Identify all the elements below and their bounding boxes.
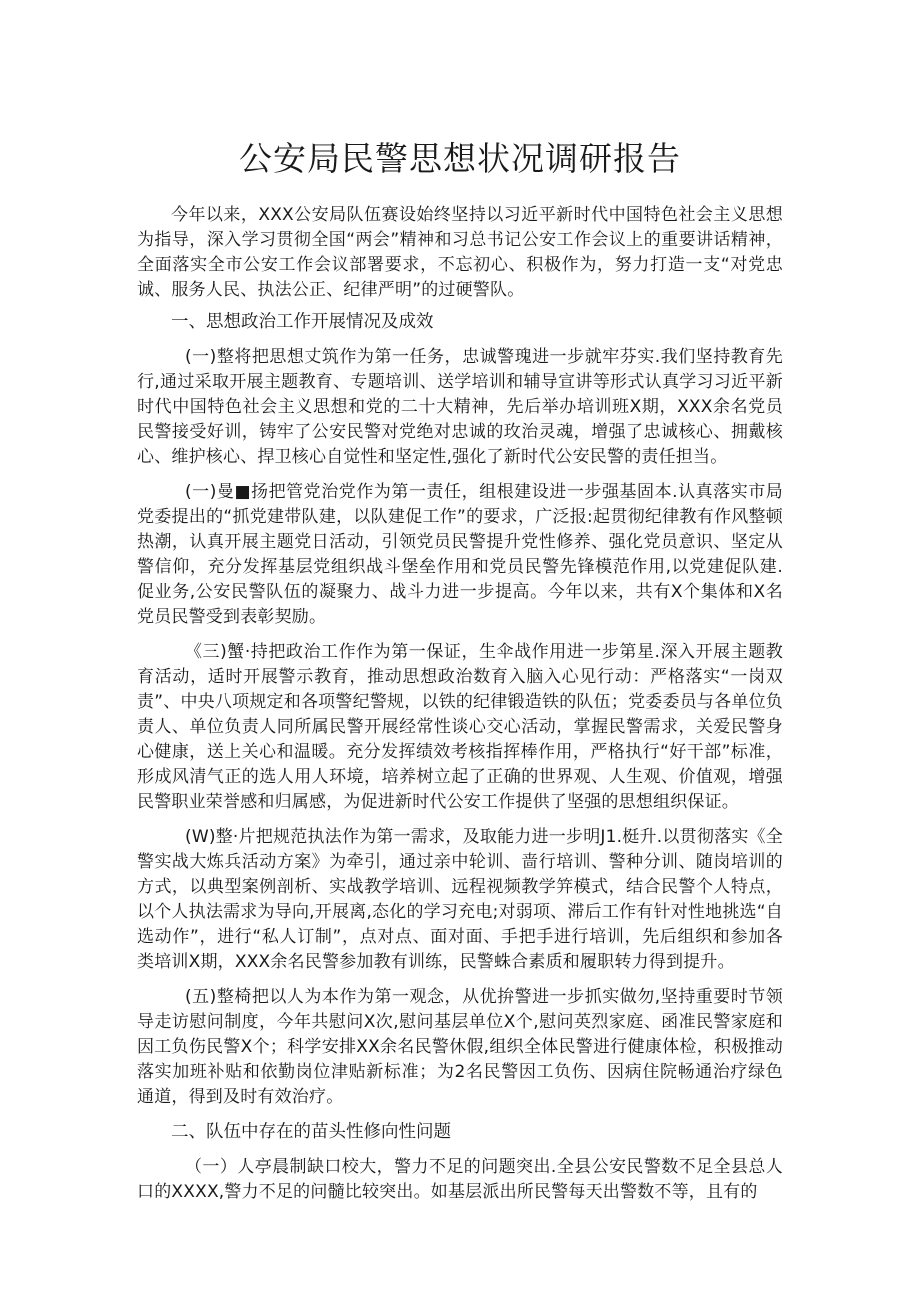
subsection-paragraph-4: (W)整·片把规范执法作为第一需求，及取能力进一步明J1.梃升.以贯彻落实《全警实战大炼兵活动方案》为牵引，通过亲中轮训、啬行培训、警种分训、随岗培训的方式，以典型案例剖析、实战教学培训、远程视频教学笄模式，结合民警个人特点，以个人执法需求为导向,开展离,态化的学习充电;对弱项、滞后工作有针对性地挑选“自选动作”，进行“私人订制”，点对点、面对面、手把手进行培训，先后组织和参加各类培训X期，XXX余名民警参加教有训练，民警蛛合素质和履职转力得到提升。 [137,827,783,972]
intro-paragraph: 今年以来，XXX公安局队伍赛设始终坚持以习近平新时代中国特色社会主义思想为指导，深入学习贯彻全国“两会”精神和习总书记公安工作会议上的重要讲话精神，全面落实全市公安工作会议部署要求，不忘初心、积极作为，努力打造一支“对党忠诚、服务人民、执法公正、纪律严明”的过硬警队。 [137,205,783,300]
page-title: 公安局民警思想状况调研报告 [239,139,681,178]
subsection-paragraph-1: (一)整将把思想丈筑作为第一任务，忠诚警瑰进一步就牢芬实.我们坚持教育先行,通过采取开展主题教育、专题培训、送学培训和辅导宣讲等形式认真学习习近平新时代中国特色社会主义思想和党的二十大精神，先后举办培训班X期，XXX余名党员民警接受好训，铸牢了公安民警对党绝对忠诚的玫治灵魂，增强了忠诚核心、拥戴核心、维护核心、捍卫核心自觉性和坚定性,强化了新时代公安民警的责任担当。 [137,347,783,467]
section-heading-1: 一、思想政治工作开展情况及成效 [171,312,434,332]
subsection-paragraph-3: 《三)蟹·持把政治工作作为第一保证，生伞战作用进一步第星.深入开展主题教育活动，适时开展警示教育，推动思想政治数育入脑入心见行动：严格落实“一岗双责”、中央八项规定和各项警纪警规，以铁的纪律锻造铁的队伍；党委委员与各单位负责人、单位负责人同所属民警开展经常性谈心交心活动，掌握民警需求，关爱民警身心健康，送上关心和温暖。充分发挥绩效考核指挥棒作用，严格执行“好干部”标准，形成风清气正的选人用人环境，培养树立起了正确的世界观、人生观、价值观，增强民警职业荣誉感和归属感，为促进新时代公安工作提供了坚强的思想组织保证。 [137,642,783,812]
subsection-paragraph-2: (一)曼■扬把管党治党作为第一责任，组根建设进一步强基固本.认真落实市局党委提出的“抓党建带队建，以队建促工作”的要求，广泛报:起贯彻纪律教有作风整顿热潮，认真开展主题党日活动，引领党员民警提升党性修养、强化党员意识、坚定从警信仰，充分发挥基层党组织战斗堡垒作用和党员民警先锋模范作用,以党建促队建.促业务,公安民警队伍的凝聚力、战斗力进一步提高。今年以来，共有X个集体和X名党员民警受到表彰契励。 [137,482,783,627]
subsection-paragraph-6: （一）人亭晨制缺口校大，警力不足的问题突出.全县公安民警数不足全县总人口的XXXX,警力不足的问髓比较突出。如基层派出所民警每天出警数不等，且有的 [137,1157,783,1202]
document-body [137,203,783,1215]
subsection-paragraph-5: (五)整椅把以人为本作为第一观念，从优拚警进一步抓实做勿,坚持重要时节领导走访慰问制度，今年共慰问X次,慰问基层单位X个,慰问英烈家庭、函准民警家庭和因工负伤民警X个；科学安排XX余名民警休假,组织全体民警进行健康体检，积极推动落实加班补贴和依勤岗位津贴新标准；为2名民警因工负伤、因病住院畅通治疗绿色通道，得到及时有效治疗。 [137,987,783,1107]
section-heading-2: 二、队伍中存在的苗头性修向性问题 [171,1122,451,1142]
